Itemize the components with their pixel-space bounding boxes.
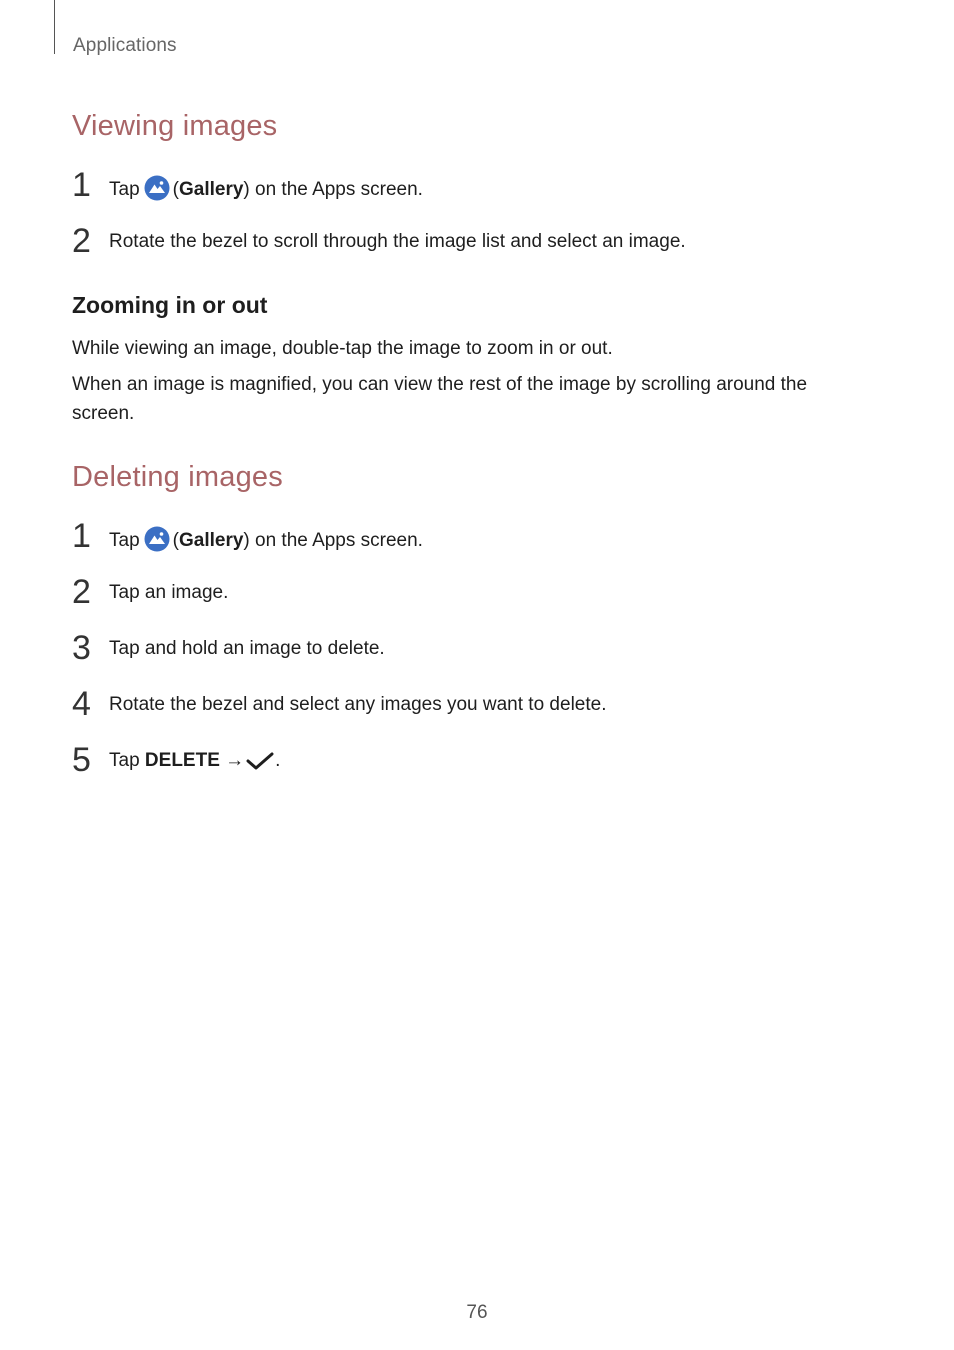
step-number: 3 xyxy=(72,629,91,667)
section-title-deleting-images: Deleting images xyxy=(72,461,283,493)
step-text: Rotate the bezel to scroll through the image list and select an image. xyxy=(109,231,686,252)
deleting-step-3 xyxy=(72,629,872,675)
step-number: 1 xyxy=(72,166,91,204)
gallery-icon xyxy=(144,526,170,552)
section-title-viewing-images: Viewing images xyxy=(72,110,278,142)
viewing-step-2 xyxy=(72,222,872,268)
checkmark-icon xyxy=(245,750,275,772)
step-text: Tap an image. xyxy=(109,582,229,603)
step-number: 1 xyxy=(72,517,91,555)
zoom-paragraph-1: While viewing an image, double-tap the image to zoom in or out. xyxy=(72,338,613,359)
step-text: Tap (Gallery) on the Apps screen. xyxy=(109,526,423,552)
viewing-step-1 xyxy=(72,166,872,212)
step-text: Tap (Gallery) on the Apps screen. xyxy=(109,175,423,201)
gallery-icon xyxy=(144,175,170,201)
running-header: Applications xyxy=(73,35,177,56)
deleting-step-5 xyxy=(72,741,872,787)
step-number: 5 xyxy=(72,741,91,779)
margin-rule xyxy=(54,0,55,54)
step-number: 2 xyxy=(72,222,91,260)
deleting-step-2 xyxy=(72,573,872,619)
step-text: Tap and hold an image to delete. xyxy=(109,638,385,659)
step-text: Tap DELETE → . xyxy=(109,750,281,771)
deleting-step-4 xyxy=(72,685,872,731)
step-number: 2 xyxy=(72,573,91,611)
page-number: 76 xyxy=(466,1302,488,1323)
step-text: Rotate the bezel and select any images you want to delete. xyxy=(109,694,607,715)
step-number: 4 xyxy=(72,685,91,723)
arrow-glyph: → xyxy=(225,750,245,771)
subsection-title-zooming: Zooming in or out xyxy=(72,292,268,318)
zoom-paragraph-2: When an image is magnified, you can view the rest of the image by scrolling around the screen. xyxy=(72,374,808,424)
deleting-step-1 xyxy=(72,517,872,563)
